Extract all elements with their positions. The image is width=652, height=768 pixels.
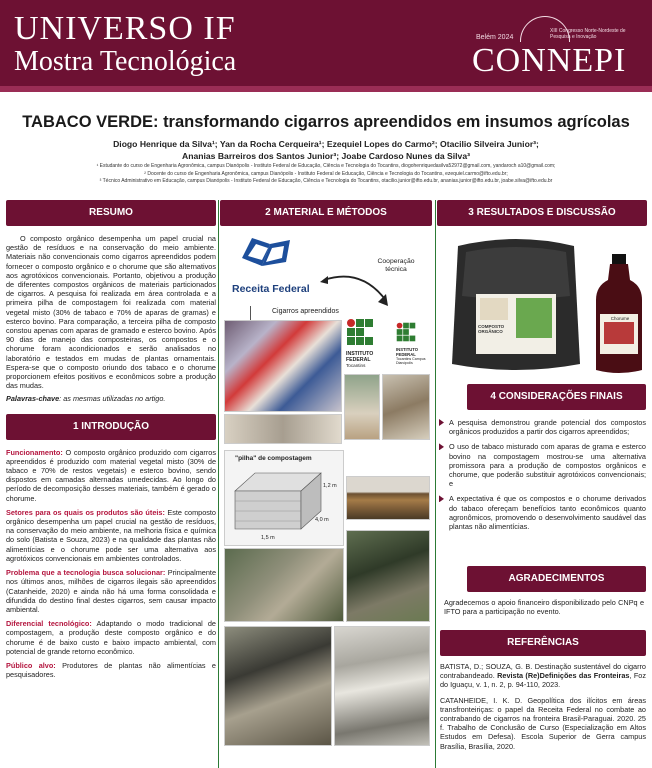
cooperation-label: Cooperação técnica (377, 258, 415, 273)
connepi-logo: CONNEPI (472, 42, 627, 79)
cigarettes-label: Cigarros apreendidos (272, 308, 339, 315)
agradecimentos-text: Agradecemos o apoio financeiro disponibilizado pelo CNPq e IFTO para a participação no evento. (444, 598, 644, 617)
intro-paragraph: Problema que a tecnologia busca solucionar: Principalmente nos últimos anos, milhões de cigarros ilegais são apreendidos (Catanheide, 2020) e ainda não há uma forma consolidada e difundida do destino final destes cigarros, sem causar impacto ambiental. (6, 568, 216, 614)
compost-bag-image: COMPOSTO ORGÂNICO (446, 236, 586, 374)
ifto-logo: INSTITUTO FEDERAL Tocantins (346, 318, 386, 370)
agradecimentos-block (467, 566, 646, 592)
chorume-bottle-image: Chorume (592, 252, 646, 376)
photo-cigarette-processing (344, 374, 380, 440)
column-divider (218, 200, 219, 768)
ifto-campus-logo: INSTITUTO FEDERAL Tocantins Campus Dianópolis (396, 322, 430, 368)
resumo-text: O composto orgânico desempenha um papel crucial na gestão de resíduos e na conservação do meio ambiente. Materiais não convencionais como cigarros apreendidos podem fornecer o composto orgânico e o chorume que são alternativos aos agrotóxicos convencionais. Portanto, objetivou a produção de diferentes compostos orgânicos de materiais particionados de cigarros. A pesquisa foi realizada em área controlada e a primeira pilha de compostagem foi realizada com material vegetal misto (30% de tabaco e 70% de aparas de gramas) e esterco bovino. Para comparação, a terceira pilha de composto constou apenas com aparas de gramado e esterco bovino. Após 90 dias de manejo das composteiras, os compostos e o chorume foram acondicionados e serão analisados no laboratório e testados em mudas de plantas ornamentais. Espera-se que o composto oriundo dos tabaco e o chorume proporcionem efeitos positivos e econômicos sobre a produção das mudas. (6, 234, 216, 391)
photo-workers-bagging (224, 626, 332, 746)
ifto-campus-icon (396, 322, 416, 342)
photo-cigarette-filters (224, 414, 342, 444)
column-middle (220, 200, 432, 226)
bottle-icon (592, 252, 646, 376)
section-header-resultados: 3 RESULTADOS E DISCUSSÃO (437, 200, 647, 226)
event-year: Belém 2024 (476, 34, 514, 41)
section-header-intro: 1 INTRODUÇÃO (6, 414, 216, 440)
photo-workers-composting (346, 530, 430, 622)
receita-federal-label: Receita Federal (232, 283, 310, 295)
connector-line (250, 306, 251, 320)
list-item: O uso de tabaco misturado com aparas de grama e esterco bovino na compostagem mostrou-se uma alternativa promissora para a produção de compostos orgânicos e chorume, que poderão substituir agrotóxicos convencionais; e (439, 442, 646, 488)
header-divider (0, 86, 652, 92)
intro-paragraph: Setores para os quais os produtos são úteis: Este composto orgânico desempenha um papel crucial na gestão de resíduos, na conservação do meio ambiente, na melhoria física e química do solo (Batista e Souza, 2023) e na qualidade das plantas não alimentícias e o chorume pode ser uma alternativa aos agrotóxicos convencionais em ambientes controlados. (6, 507, 216, 563)
photo-compost-layers (346, 476, 430, 520)
reference-item: BATISTA, D.; SOUZA, G. B. Destinação sustentável do cigarro contrabandeado. Revista (Re)Definições das Fronteiras, Foz do Iguaçu, v. 1, n. 2, p. 94-110, 2023. (440, 662, 647, 690)
section-header-consideracoes: 4 CONSIDERAÇÕES FINAIS (467, 384, 646, 410)
references-list (440, 662, 646, 757)
reference-item: CATANHEIDE, I. K. D. Geopolítica dos ilícitos em áreas transfronteiriças: o papel da Receita Federal no combate ao contrabando de cigarros na fronteira Brasil-Paraguai. 2020. 25 f. Trabalho de Conclusão de Curso (Especialização em Altos Estudos em Defesa). Escola Superior de Gerra campus Brasília, Brasília, 2020. (440, 695, 646, 751)
receita-federal-logo (232, 236, 312, 296)
consideracoes-block (467, 384, 646, 410)
receita-federal-icon (232, 236, 312, 280)
list-item: A pesquisa demonstrou grande potencial dos compostos orgânicos produzidos a partir dos cigarros apreendidos; (439, 418, 646, 436)
column-divider (435, 200, 436, 768)
poster-header (0, 0, 652, 92)
intro-text (6, 448, 216, 680)
poster-title: TABACO VERDE: transformando cigarros apreendidos em insumos agrícolas (22, 113, 630, 131)
section-header-agradecimentos: AGRADECIMENTOS (467, 566, 646, 592)
intro-paragraph: Público alvo: Produtores de plantas não alimentícias e pesquisadores. (6, 660, 216, 680)
photo-seized-cigarettes (224, 320, 342, 412)
authors: Diogo Henrique da Silva¹; Yan da Rocha Cerqueira¹; Ezequiel Lopes do Carmo²; Otacilio Silveira Junior³; Ananias Barreiros dos Santos Junior³; Joabe Cardoso Nunes da Silva³ (113, 139, 539, 161)
ifto-icon (346, 318, 374, 346)
section-header-referencias: REFERÊNCIAS (440, 630, 646, 656)
event-description: XIII Congresso Norte-Nordeste de Pesquisa e Inovação (550, 28, 626, 40)
compost-bag-icon (446, 236, 586, 374)
section-header-resumo: RESUMO (6, 200, 216, 226)
compost-pile-icon (225, 451, 344, 546)
intro-paragraph: Funcionamento: O composto orgânico produzido com cigarros apreendidos é produzido com material vegetal misto (30% de tabaco e 70% de restos vegetais) e esterco bovino, sendo dispostos em camadas alternadas umedecidas. Ao longo do período de decomposição desses materiais, também é gerado o chorume. (6, 447, 216, 503)
photo-compost-mixing (224, 548, 344, 622)
list-item: A expectativa é que os compostos e o chorume derivados do tabaco ofereçam benefícios tanto econômicos quanto agronômicos, promovendo o desenvolvimento saudável das plantas não alimentícias. (439, 494, 646, 531)
referencias-block (440, 630, 646, 656)
cooperation-arrow-icon (320, 272, 390, 312)
photo-tobacco-pile (382, 374, 430, 440)
column-left (6, 200, 216, 684)
consideracoes-list (439, 418, 646, 537)
column-right (437, 200, 647, 226)
header-subtitle: Mostra Tecnológica (14, 46, 237, 77)
section-header-metodos: 2 MATERIAL E MÉTODOS (220, 200, 432, 226)
photo-compost-bags (334, 626, 430, 746)
header-title: UNIVERSO IF (14, 10, 236, 47)
affiliations: ¹ Estudante do curso de Engenharia Agronômica, campus Dianópolis - Instituto Federal de Educação, Ciência e Tecnologia do Tocantins, diogohenriquedasilva52972@gmail.com, yandaroch a10@gmail.com; ² Docente do curso de Engenharia Agronômica, campus Dianópolis - Instituto Federal de Educação, Ciência e Tecnologia do Tocantins, ezequiel.carmo@ifto.edu.br; ³ Técnico Administrativo em Educação, campus Dianópolis - Instituto Federal de Educação, Ciência e Tecnologia do Tocantins, otacilio.junior@ifto.edu.br, ananias.junior@ifto.edu.br, joabe.silva@ifto.edu.br (96, 163, 556, 185)
keywords: Palavras-chave: as mesmas utilizadas no artigo. (6, 394, 166, 404)
compost-pile-diagram: "pilha" de compostagem 1,2 m 4,0 m 1,5 m (224, 450, 344, 546)
intro-paragraph: Diferencial tecnológico: Adaptando o modo tradicional de compostagem, a produção deste composto orgânico e do chorume é de baixo custo e baixo impacto ambiental, com potencial de grande retorno econômico. (6, 619, 216, 656)
